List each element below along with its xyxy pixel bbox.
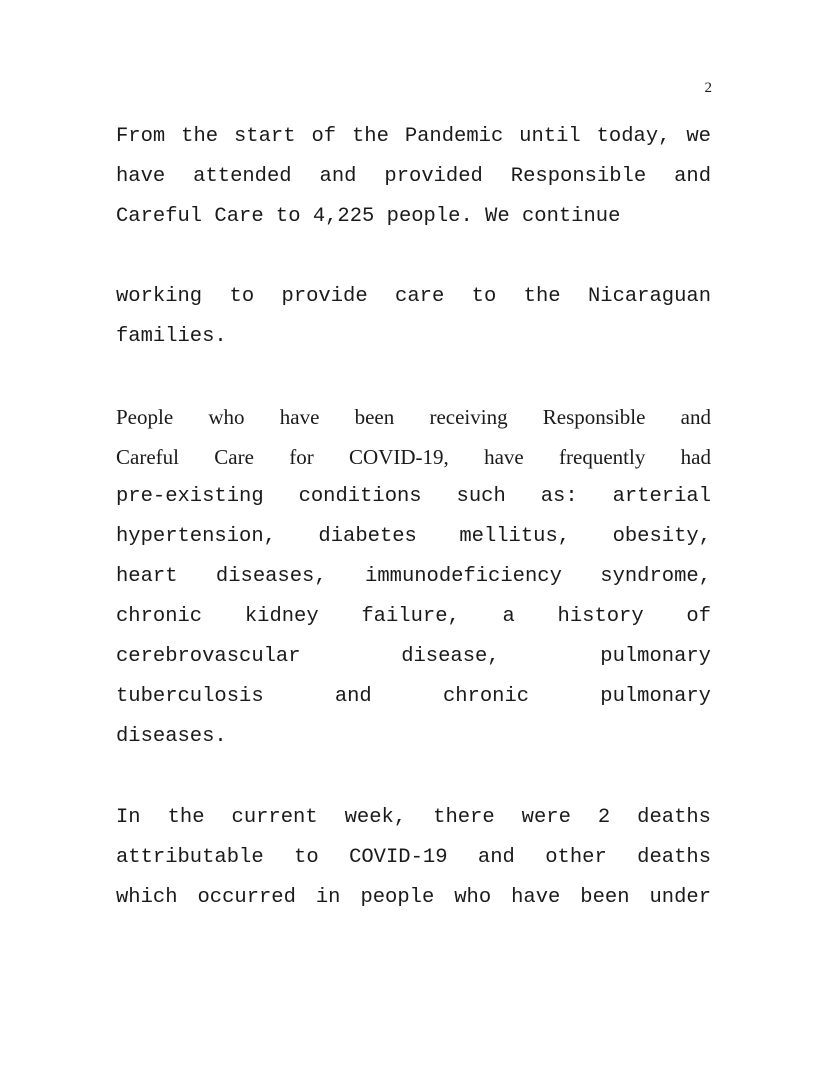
text-line: From the start of the Pandemic until today, we xyxy=(116,125,711,148)
text-line: People who have been receiving Responsible and xyxy=(116,405,711,429)
paragraph-2 xyxy=(116,277,711,357)
text-line: have attended and provided Responsible and xyxy=(116,165,711,188)
text-line: tuberculosis and chronic pulmonary xyxy=(116,685,711,708)
paragraph-4 xyxy=(116,798,711,918)
text-line: attributable to COVID-19 and other deaths xyxy=(116,846,711,869)
text-line: In the current week, there were 2 deaths xyxy=(116,806,711,829)
text-line: Careful Care for COVID-19, have frequently had xyxy=(116,445,711,469)
text-line: families. xyxy=(116,325,227,348)
text-line: which occurred in people who have been under xyxy=(116,886,711,909)
paragraph-1 xyxy=(116,117,711,237)
text-line: diseases. xyxy=(116,725,227,748)
text-line: chronic kidney failure, a history of xyxy=(116,605,711,628)
text-line: heart diseases, immunodeficiency syndrome, xyxy=(116,565,711,588)
text-line: hypertension, diabetes mellitus, obesity, xyxy=(116,525,711,548)
page-number: 2 xyxy=(704,80,712,96)
text-line: Careful Care to 4,225 people. We continue xyxy=(116,205,621,228)
text-line: working to provide care to the Nicaraguan xyxy=(116,285,711,308)
text-line: pre-existing conditions such as: arterial xyxy=(116,485,711,508)
paragraph-3 xyxy=(116,397,711,757)
text-line: cerebrovascular disease, pulmonary xyxy=(116,645,711,668)
